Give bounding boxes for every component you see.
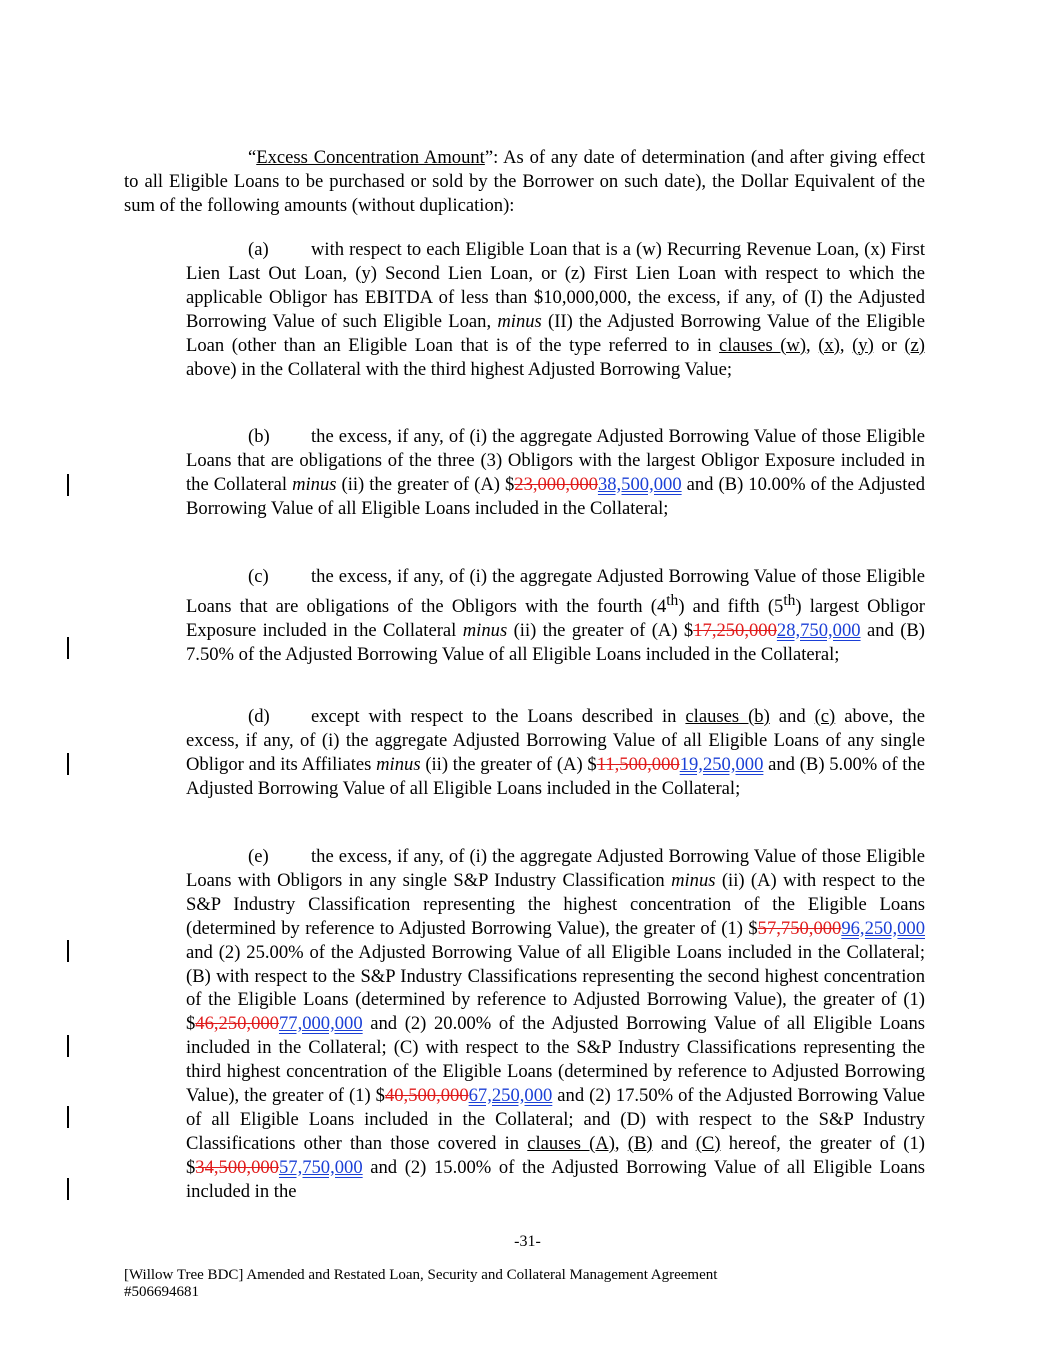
minus-italic: minus <box>497 310 542 332</box>
change-bar <box>67 637 69 659</box>
separator: and <box>652 1132 696 1154</box>
clause-text: above, the excess, if any, of (i) the aggregate Adjusted Borrowing Value of all Eligible Loans of any single Obligor and its Affiliates <box>186 706 925 775</box>
cross-reference: clauses (w) <box>719 334 807 356</box>
footer <box>124 1267 717 1301</box>
change-bar <box>67 1106 69 1128</box>
superscript: th <box>666 591 679 609</box>
clause-label: (e) <box>248 846 269 867</box>
cross-reference: (C) <box>695 1132 721 1154</box>
clause-text: the excess, if any, of (i) the aggregate Adjusted Borrowing Value of those Eligible Loans that are obligations of the Obligors with the fourth (4 <box>186 566 925 618</box>
clause-text: and (B) 5.00% of the Adjusted Borrowing Value of all Eligible Loans included in the Collateral; <box>186 753 925 799</box>
change-bar <box>67 753 69 775</box>
separator: and <box>769 706 815 727</box>
clause-text: (ii) the greater of (A) $ <box>507 620 694 641</box>
open-quote: “ <box>248 147 257 168</box>
minus-italic: minus <box>671 869 716 891</box>
clause-text: (ii) (A) with respect to the S&P Industry Classification representing the highest concentration of the Eligible Loans (determined by reference to Adjusted Borrowing Value), the greater of (1) $ <box>186 869 925 939</box>
deleted-amount: 17,250,000 <box>693 620 777 641</box>
clause-text: the excess, if any, of (i) the aggregate Adjusted Borrowing Value of those Eligible Loans that are obligations of the three (3) Obligors with the largest Obligor Exposure included in the Collateral <box>186 426 925 495</box>
clause-text: with respect to each Eligible Loan that is a (w) Recurring Revenue Loan, (x) First Lien Last Out Loan, (y) Second Lien Loan, or (z) First Lien Loan with respect to which the applicable Obligor has EBITDA of less than $10,000,000, the excess, if any, of (I) the Adjusted Borrowing Value of such Eligible Loan, <box>186 239 925 332</box>
clause-text: and (2) 15.00% of the Adjusted Borrowing Value of all Eligible Loans included in the <box>186 1156 925 1202</box>
clause-b <box>186 425 925 521</box>
close-quote: ”: <box>484 147 499 168</box>
clause-d <box>186 705 925 801</box>
defined-term: Excess Concentration Amount <box>256 147 485 168</box>
cross-reference: (B) <box>627 1132 653 1154</box>
inserted-amount: 96,250,000 <box>841 917 925 939</box>
clause-text: except with respect to the Loans described in <box>311 706 686 727</box>
clause-text: and (2) 20.00% of the Adjusted Borrowing Value of all Eligible Loans included in the Collateral; (C) with respect to the S&P Industry Classifications representing the third highest concentration of the Eligible Loans (determined by reference to Adjusted Borrowing Value), the greater of (1) $ <box>186 1013 925 1107</box>
deleted-amount: 46,250,000 <box>195 1013 279 1035</box>
superscript: th <box>783 591 796 609</box>
separator: , <box>614 1132 628 1154</box>
definition-text: As of any date of determination (and after giving effect to all Eligible Loans to be purchased or sold by the Borrower on such date), the Dollar Equivalent of the sum of the following amounts (without duplication): <box>124 147 925 216</box>
clause-a <box>186 238 925 381</box>
inserted-amount: 57,750,000 <box>278 1156 363 1178</box>
clause-label: (a) <box>248 239 269 260</box>
cross-reference: clauses (b) <box>685 706 770 727</box>
deleted-amount: 40,500,000 <box>384 1085 469 1107</box>
clause-text: ) largest Obligor Exposure included in the Collateral <box>186 596 925 641</box>
change-bar <box>67 1035 69 1057</box>
inserted-amount: 28,750,000 <box>776 620 861 641</box>
clause-text: and (2) 25.00% of the Adjusted Borrowing Value of all Eligible Loans included in the Collateral; (B) with respect to the S&P Industry Classifications representing the second highest concentration of the Eligible Loans (determined by reference to Adjusted Borrowing Value), the greater of (1) $ <box>186 941 925 1035</box>
inserted-amount: 19,250,000 <box>679 753 764 775</box>
clause-e <box>186 845 925 1204</box>
separator: or <box>873 334 905 356</box>
clause-text: and (2) 17.50% of the Adjusted Borrowing Value of all Eligible Loans included in the Collateral; and (D) with respect to the S&P Industry Classifications other than those covered in <box>186 1085 925 1154</box>
change-bar <box>67 940 69 962</box>
definition-paragraph <box>124 146 925 218</box>
clause-text: (II) the Adjusted Borrowing Value of the Eligible Loan (other than an Eligible Loan that is of the type referred to in <box>186 310 926 356</box>
clause-text: above) in the Collateral with the third highest Adjusted Borrowing Value; <box>186 358 733 380</box>
inserted-amount: 77,000,000 <box>278 1013 363 1035</box>
page-number: -31- <box>514 1233 541 1250</box>
inserted-amount: 67,250,000 <box>468 1085 553 1107</box>
deleted-amount: 23,000,000 <box>514 473 598 495</box>
cross-reference: clauses (A) <box>527 1132 615 1154</box>
separator: , <box>839 334 853 356</box>
cross-reference: (c) <box>814 706 836 727</box>
clause-text: ) and fifth (5 <box>678 596 784 618</box>
minus-italic: minus <box>462 620 508 641</box>
clause-text: (ii) the greater of (A) $ <box>336 473 515 495</box>
clause-text: the excess, if any, of (i) the aggregate Adjusted Borrowing Value of those Eligible Loans with Obligors in any single S&P Industry Classification <box>186 846 925 891</box>
deleted-amount: 57,750,000 <box>757 917 842 939</box>
change-bar <box>67 1178 69 1200</box>
footer-doc-id: #506694681 <box>124 1284 199 1300</box>
clause-text: hereof, the greater of (1) $ <box>186 1132 925 1178</box>
clause-text: (ii) the greater of (A) $ <box>420 753 597 775</box>
cross-reference: (z) <box>904 334 925 356</box>
clause-text: and (B) 7.50% of the Adjusted Borrowing Value of all Eligible Loans included in the Collateral; <box>186 620 925 665</box>
cross-reference: (x) <box>818 334 840 356</box>
separator: , <box>806 334 819 356</box>
footer-title: [Willow Tree BDC] Amended and Restated Loan, Security and Collateral Management Agreement <box>124 1267 718 1283</box>
minus-italic: minus <box>292 473 337 495</box>
clause-label: (c) <box>248 566 269 587</box>
clause-c <box>186 565 925 667</box>
cross-reference: (y) <box>852 334 874 356</box>
clause-label: (b) <box>248 426 270 447</box>
clause-text: and (B) 10.00% of the Adjusted Borrowing Value of all Eligible Loans included in the Collateral; <box>186 473 925 519</box>
clause-label: (d) <box>248 706 270 727</box>
inserted-amount: 38,500,000 <box>597 473 682 495</box>
deleted-amount: 34,500,000 <box>195 1156 279 1178</box>
minus-italic: minus <box>376 753 421 775</box>
deleted-amount: 11,500,000 <box>596 753 680 775</box>
change-bar <box>67 474 69 496</box>
